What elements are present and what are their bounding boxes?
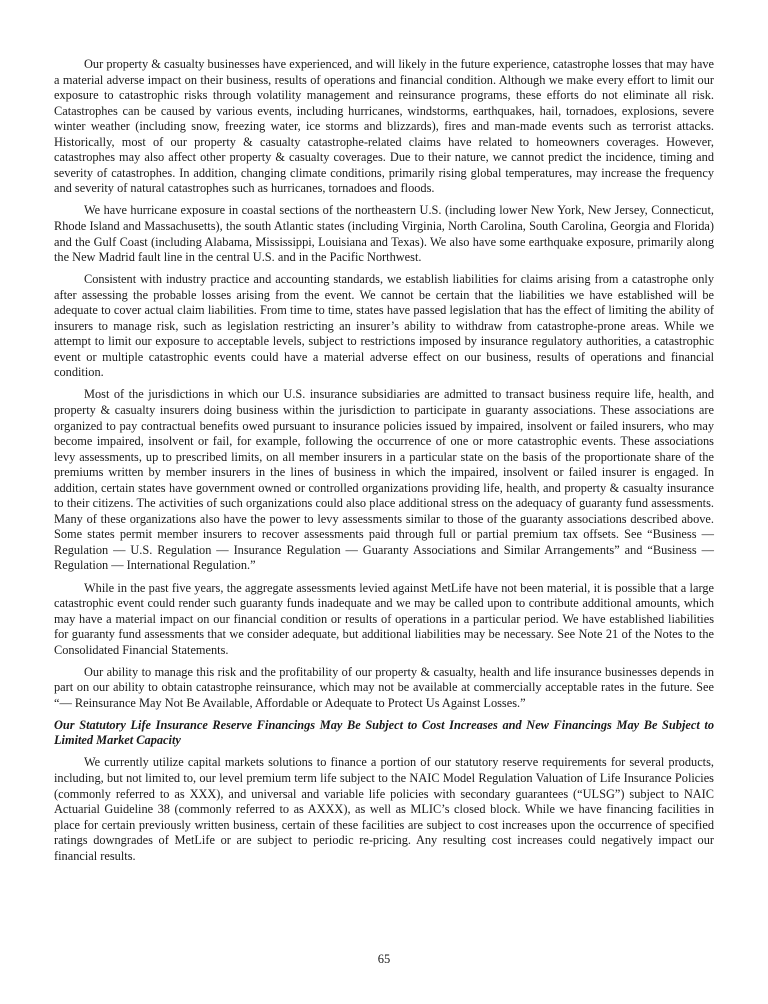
paragraph-catastrophe-reinsurance: Our ability to manage this risk and the profitability of our property & casualty, health and life insurance businesses depends in part on our ability to obtain catastrophe reinsurance, which may not be available at commercially acceptable rates in the future. See “— Reinsurance May Not Be Available, Affordable or Adequate to Protect Us Against Losses.” [54, 664, 714, 710]
paragraph-hurricane-exposure: We have hurricane exposure in coastal sections of the northeastern U.S. (including lower New York, New Jersey, Connecticut, Rhode Island and Massachusetts), the south Atlantic states (including Virginia, North Carolina, South Carolina, Georgia and Florida) and the Gulf Coast (including Alabama, Mississippi, Louisiana and Texas). We also have some earthquake exposure, primarily along the New Madrid fault line in the central U.S. and in the Pacific Northwest. [54, 203, 714, 265]
paragraph-catastrophe-losses: Our property & casualty businesses have experienced, and will likely in the future experience, catastrophe losses that may have a material adverse impact on their business, results of operations and financial condition. Although we make every effort to limit our exposure to catastrophic risks through volatility management and reinsurance programs, these efforts do not eliminate all risk. Catastrophes can be caused by various events, including hurricanes, windstorms, earthquakes, hail, tornadoes, explosions, severe winter weather (including snow, freezing water, ice storms and blizzards), fires and man-made events such as terrorist attacks. Historically, most of our property & casualty catastrophe-related claims have related to homeowners coverages. However, catastrophes may also affect other property & casualty coverages. Due to their nature, we cannot predict the incidence, timing and severity of catastrophes. In addition, changing climate conditions, primarily rising global temperatures, may increase the frequency and severity of natural catastrophes such as hurricanes, tornadoes and floods. [54, 57, 714, 196]
page-number: 65 [377, 952, 391, 966]
paragraph-catastrophe-liabilities: Consistent with industry practice and accounting standards, we establish liabilities for claims arising from a catastrophe only after assessing the probable losses arising from the event. We cannot be certain that the liabilities we have established will be adequate to cover actual claim liabilities. From time to time, states have passed legislation that has the effect of limiting the ability of insurers to manage risk, such as legislation restricting an insurer’s ability to withdraw from catastrophe-prone areas. While we attempt to limit our exposure to acceptable levels, subject to restrictions imposed by insurance regulatory authorities, a catastrophic event or multiple catastrophic events could have a material adverse effect on our business, results of operations and financial condition. [54, 272, 714, 380]
paragraph-guaranty-associations: Most of the jurisdictions in which our U.S. insurance subsidiaries are admitted to transact business require life, health, and property & casualty insurers doing business within the jurisdiction to participate in guaranty associations. These associations are organized to pay contractual benefits owed pursuant to insurance policies issued by impaired, insolvent or failed insurers, who may become impaired, insolvent or fail, for example, following the occurrence of one or more catastrophic events. These associations levy assessments, up to prescribed limits, on all member insurers in a particular state on the basis of the proportionate share of the premiums written by member insurers in the lines of business in which the impaired, insolvent or failed insurer is engaged. In addition, certain states have government owned or controlled organizations providing life, health, and property & casualty insurance to their citizens. The activities of such organizations could also place additional stress on the adequacy of guaranty fund assessments. Many of these organizations also have the power to levy assessments similar to those of the guaranty associations described above. Some states permit member insurers to recover assessments paid through full or partial premium tax offsets. See “Business — Regulation — U.S. Regulation — Insurance Regulation — Guaranty Associations and Similar Arrangements” and “Business — Regulation — International Regulation.” [54, 387, 714, 573]
paragraph-guaranty-assessments: While in the past five years, the aggregate assessments levied against MetLife have not been material, it is possible that a large catastrophic event could render such guaranty funds inadequate and we may be called upon to contribute additional amounts, which may have a material impact on our financial condition or results of operations in a particular period. We have established liabilities for guaranty fund assessments that we consider adequate, but additional liabilities may be necessary. See Note 21 of the Notes to the Consolidated Financial Statements. [54, 580, 714, 657]
document-page-body [54, 57, 714, 871]
section-heading: Our Statutory Life Insurance Reserve Financings May Be Subject to Cost Increases and New Financings May Be Subject to Limited Market Capacity [54, 717, 714, 748]
paragraph-reserve-financings: We currently utilize capital markets solutions to finance a portion of our statutory reserve requirements for several products, including, but not limited to, our level premium term life subject to the NAIC Model Regulation Valuation of Life Insurance Policies (commonly referred to as XXX), and universal and variable life policies with secondary guarantees (“ULSG”) subject to NAIC Actuarial Guideline 38 (commonly referred to as AXXX), as well as MLIC’s closed block. While we have financing facilities in place for certain previously written business, certain of these facilities are subject to cost increases upon the occurrence of specified ratings downgrades of MetLife or are subject to periodic re-pricing. Any resulting cost increases could negatively impact our financial results. [54, 755, 714, 863]
